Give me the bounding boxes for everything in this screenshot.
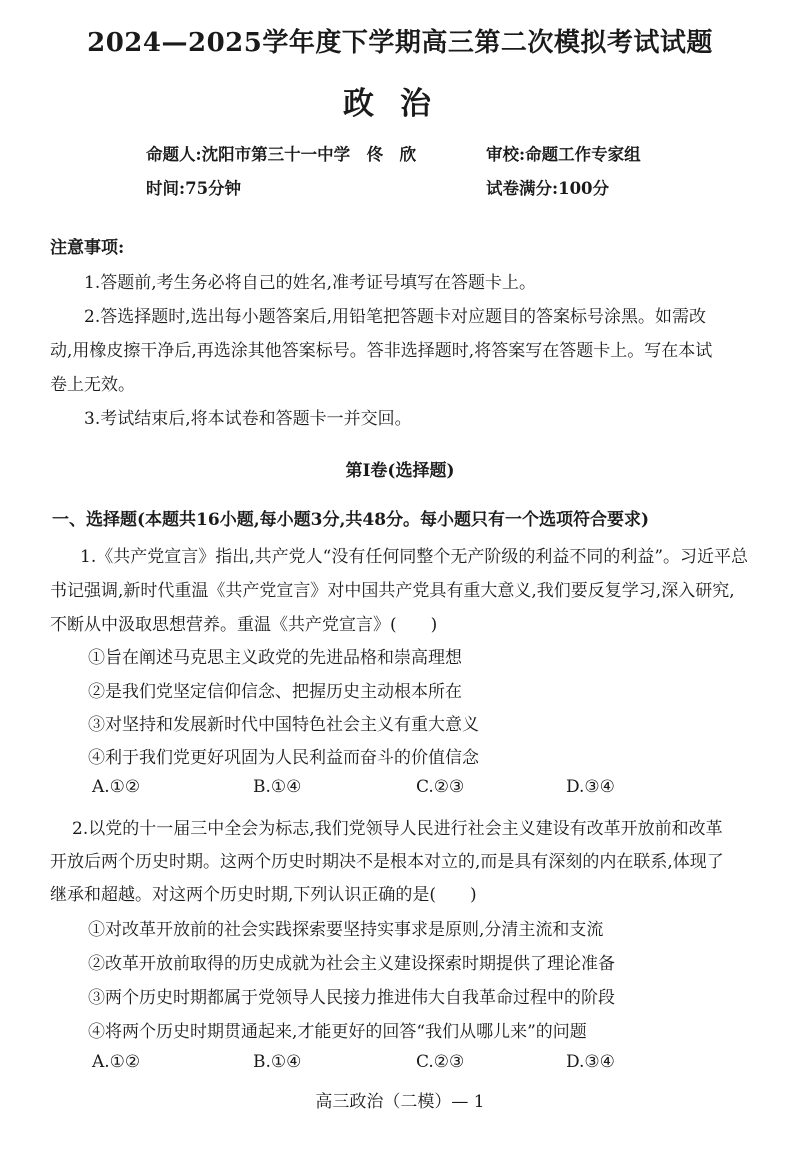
- question-stem-line: 继承和超越。对这两个历史时期,下列认识正确的是( ): [50, 885, 477, 905]
- question-option: ③两个历史时期都属于党领导人民接力推进伟大自我革命过程中的阶段: [88, 988, 615, 1008]
- notice-item: 3.考试结束后,将本试卷和答题卡一并交回。: [84, 409, 412, 429]
- exam-time: 时间:75分钟: [146, 179, 242, 198]
- reviewer-info: 审校:命题工作专家组: [486, 145, 641, 164]
- page-footer: 高三政治（二模）— 1: [315, 1092, 485, 1112]
- notice-item: 2.答选择题时,选出每小题答案后,用铅笔把答题卡对应题目的答案标号涂黑。如需改: [84, 307, 707, 327]
- question-option: ①对改革开放前的社会实践探索要坚持实事求是原则,分清主流和支流: [88, 920, 604, 940]
- question-stem-line: 1.《共产党宣言》指出,共产党人“没有任何同整个无产阶级的利益不同的利益”。习近平总: [80, 547, 749, 567]
- question-option: ①旨在阐述马克思主义政党的先进品格和崇高理想: [88, 648, 462, 668]
- question-option: ②是我们党坚定信仰信念、把握历史主动根本所在: [88, 682, 462, 702]
- answer-choice-d: D.③④: [566, 1052, 615, 1072]
- answer-choice-b: B.①④: [253, 1052, 302, 1072]
- answer-choice-a: A.①②: [92, 1052, 141, 1072]
- notice-item-continued: 卷上无效。: [50, 375, 135, 395]
- subject-title: 政治: [343, 86, 457, 122]
- question-stem-line: 不断从中汲取思想营养。重温《共产党宣言》( ): [50, 615, 438, 635]
- notice-heading: 注意事项:: [50, 238, 125, 258]
- answer-choice-c: C.②③: [416, 777, 465, 797]
- question-option: ③对坚持和发展新时代中国特色社会主义有重大意义: [88, 715, 479, 735]
- exam-title: 2024—2025学年度下学期高三第二次模拟考试试题: [87, 28, 713, 58]
- notice-item-continued: 动,用橡皮擦干净后,再选涂其他答案标号。答非选择题时,将答案写在答题卡上。写在本试: [50, 341, 713, 361]
- full-score: 试卷满分:100分: [486, 179, 610, 198]
- question-stem-line: 开放后两个历史时期。这两个历史时期决不是根本对立的,而是具有深刻的内在联系,体现了: [50, 852, 724, 872]
- answer-choice-b: B.①④: [253, 777, 302, 797]
- part-title: 一、选择题(本题共16小题,每小题3分,共48分。每小题只有一个选项符合要求): [52, 510, 650, 530]
- answer-choice-a: A.①②: [92, 777, 141, 797]
- volume-title: 第Ⅰ卷(选择题): [345, 461, 455, 481]
- notice-item: 1.答题前,考生务必将自己的姓名,准考证号填写在答题卡上。: [84, 273, 537, 293]
- answer-choice-c: C.②③: [416, 1052, 465, 1072]
- question-stem-line: 书记强调,新时代重温《共产党宣言》对中国共产党具有重大意义,我们要反复学习,深入研究,: [50, 581, 735, 601]
- question-stem-line: 2.以党的十一届三中全会为标志,我们党领导人民进行社会主义建设有改革开放前和改革: [72, 819, 723, 839]
- answer-choice-d: D.③④: [566, 777, 615, 797]
- question-option: ④利于我们党更好巩固为人民利益而奋斗的价值信念: [88, 748, 479, 768]
- author-info: 命题人:沈阳市第三十一中学 佟 欣: [146, 145, 417, 164]
- question-option: ④将两个历史时期贯通起来,才能更好的回答“我们从哪儿来”的问题: [88, 1022, 587, 1042]
- question-option: ②改革开放前取得的历史成就为社会主义建设探索时期提供了理论准备: [88, 954, 615, 974]
